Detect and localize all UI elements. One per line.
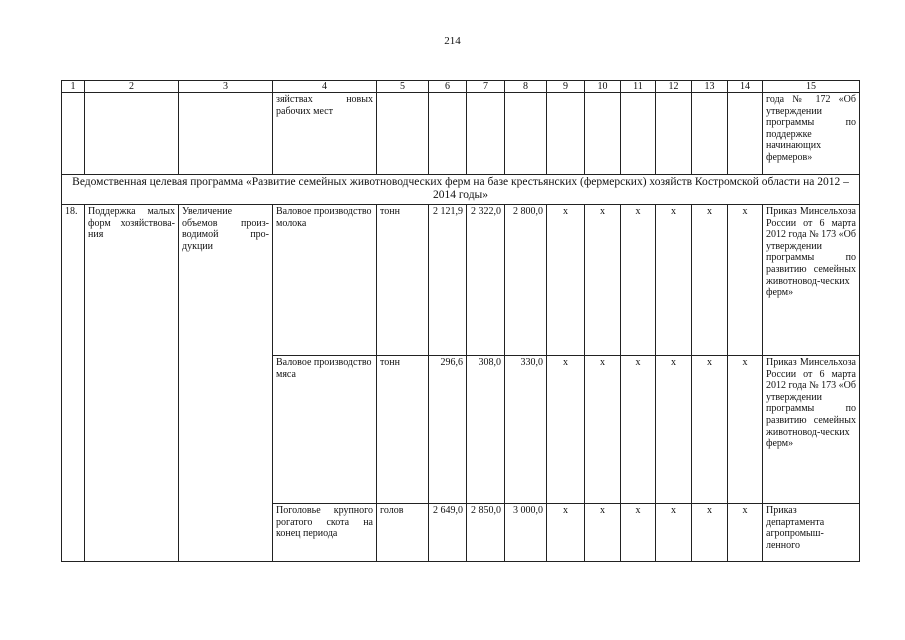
mark-cell: х <box>547 504 585 562</box>
basis-cell: Приказ департамента агропромыш-ленного <box>763 504 860 562</box>
table-cell <box>179 93 273 175</box>
mark-cell: х <box>585 504 621 562</box>
mark-cell: х <box>692 205 728 356</box>
table-cell <box>505 93 547 175</box>
basis-line: поддержке <box>766 128 812 140</box>
value-2013: 308,0 <box>467 356 505 504</box>
header-cell: 9 <box>547 81 585 93</box>
value-2014: 330,0 <box>505 356 547 504</box>
mark-cell: х <box>656 356 692 504</box>
item-goal: Увеличение объемов произ-водимой про-дукции <box>179 205 273 562</box>
item-number: 18. <box>62 205 85 562</box>
header-row <box>62 81 860 93</box>
mark-cell: х <box>728 356 763 504</box>
table-row <box>62 205 860 356</box>
table-cell <box>621 93 656 175</box>
header-cell: 3 <box>179 81 273 93</box>
header-cell: 1 <box>62 81 85 93</box>
mark-cell: х <box>621 356 656 504</box>
mark-cell: х <box>656 504 692 562</box>
table-cell <box>429 93 467 175</box>
header-cell: 7 <box>467 81 505 93</box>
basis-line: года № 172 «Об <box>766 94 856 105</box>
program-table <box>61 80 860 562</box>
mark-cell: х <box>585 356 621 504</box>
indicator-line: зяйствах новых <box>276 94 373 105</box>
header-cell: 12 <box>656 81 692 93</box>
header-cell: 6 <box>429 81 467 93</box>
unit-cell: голов <box>377 504 429 562</box>
header-cell: 14 <box>728 81 763 93</box>
mark-cell: х <box>547 205 585 356</box>
value-2013: 2 850,0 <box>467 504 505 562</box>
value-2012: 2 649,0 <box>429 504 467 562</box>
basis-line: начинающих <box>766 140 822 152</box>
section-title: Ведомственная целевая программа «Развитие семейных животноводческих ферм на базе крестьянских (фермерских) хозяйств Костромской области на 2012 – 2014 годы» <box>62 175 860 205</box>
table-cell <box>585 93 621 175</box>
section-row <box>62 175 860 205</box>
mark-cell: х <box>585 205 621 356</box>
table-cell <box>692 93 728 175</box>
basis-cell <box>763 93 860 175</box>
mark-cell: х <box>728 205 763 356</box>
indicator-cell <box>273 93 377 175</box>
table-cell <box>85 93 179 175</box>
indicator-cell: Поголовье крупного рогатого скота на конец периода <box>273 504 377 562</box>
header-cell: 15 <box>763 81 860 93</box>
mark-cell: х <box>547 356 585 504</box>
item-name: Поддержка малых форм хозяйствова-ния <box>85 205 179 562</box>
mark-cell: х <box>621 504 656 562</box>
indicator-cell: Валовое производство мяса <box>273 356 377 504</box>
table-cell <box>467 93 505 175</box>
mark-cell: х <box>656 205 692 356</box>
mark-cell: х <box>692 356 728 504</box>
basis-cell: Приказ Минсельхоза России от 6 марта 2012 года № 173 «Об утверждении программы по развитию семейных животновод-ческих ферм» <box>763 356 860 504</box>
indicator-cell: Валовое производство молока <box>273 205 377 356</box>
table-cell <box>656 93 692 175</box>
value-2012: 2 121,9 <box>429 205 467 356</box>
header-cell: 11 <box>621 81 656 93</box>
table-cell <box>547 93 585 175</box>
header-cell: 5 <box>377 81 429 93</box>
header-cell: 13 <box>692 81 728 93</box>
value-2014: 2 800,0 <box>505 205 547 356</box>
unit-cell: тонн <box>377 356 429 504</box>
table-cell <box>728 93 763 175</box>
mark-cell: х <box>692 504 728 562</box>
header-cell: 2 <box>85 81 179 93</box>
basis-line: утверждении <box>766 105 822 117</box>
continuation-row <box>62 93 860 175</box>
value-2012: 296,6 <box>429 356 467 504</box>
indicator-line: рабочих мест <box>276 105 333 117</box>
mark-cell: х <box>728 504 763 562</box>
value-2013: 2 322,0 <box>467 205 505 356</box>
table-cell <box>377 93 429 175</box>
header-cell: 4 <box>273 81 377 93</box>
basis-line: программы по <box>766 117 856 129</box>
basis-cell: Приказ Минсельхоза России от 6 марта 2012 года № 173 «Об утверждении программы по развитию семейных животновод-ческих ферм» <box>763 205 860 356</box>
header-cell: 10 <box>585 81 621 93</box>
basis-line: фермеров» <box>766 151 813 163</box>
page-number: 214 <box>444 35 461 47</box>
header-cell: 8 <box>505 81 547 93</box>
unit-cell: тонн <box>377 205 429 356</box>
value-2014: 3 000,0 <box>505 504 547 562</box>
table-cell <box>62 93 85 175</box>
mark-cell: х <box>621 205 656 356</box>
